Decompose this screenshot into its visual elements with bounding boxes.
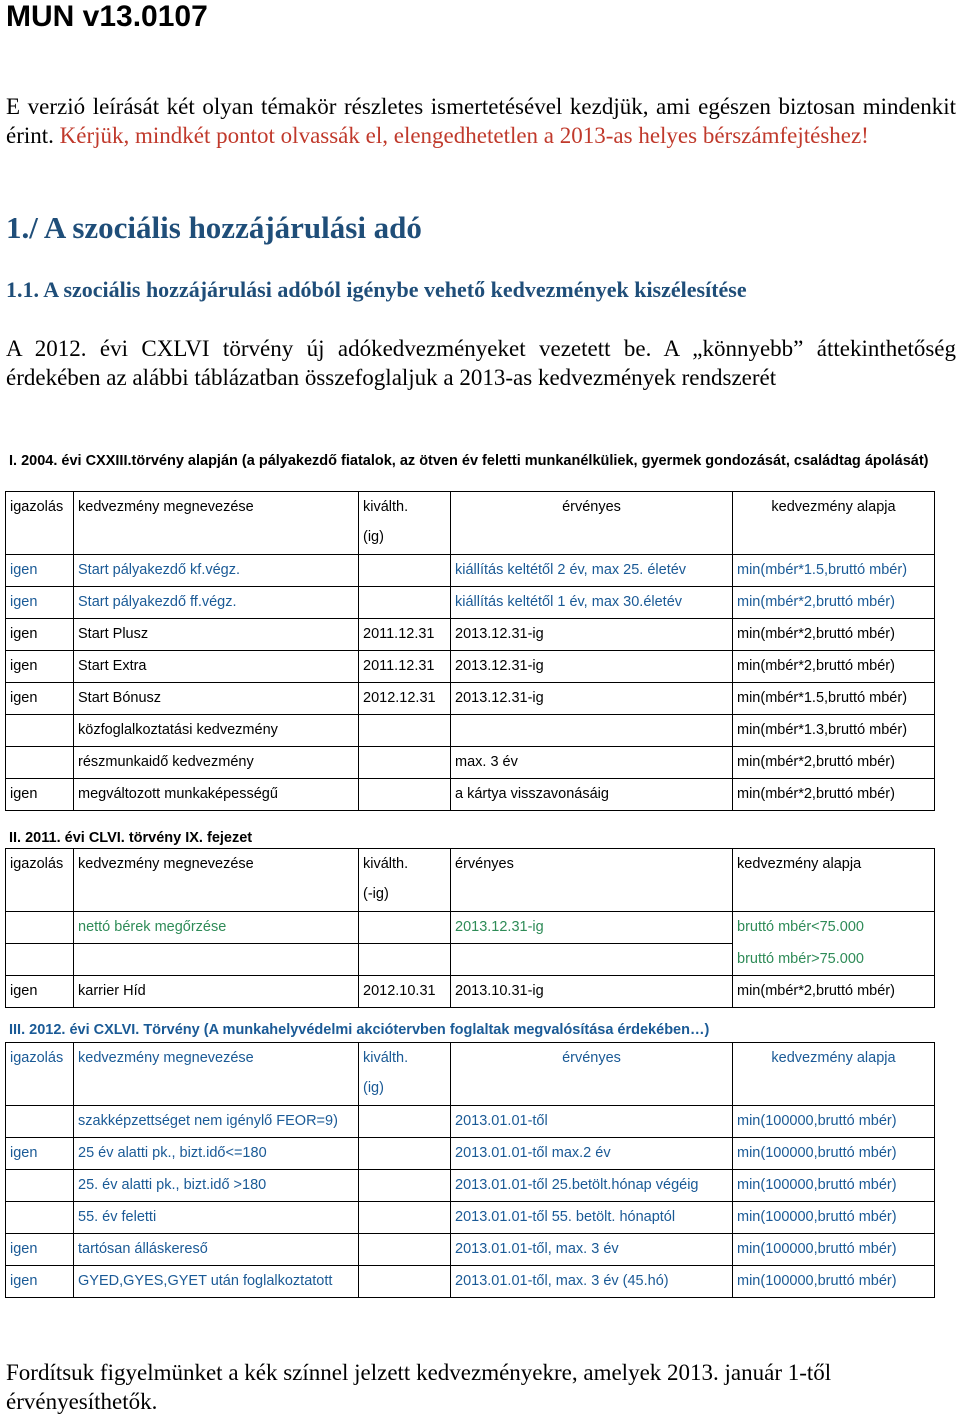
header-cell: igazolás: [6, 1043, 74, 1106]
table-header-row: [6, 492, 935, 555]
cell: 2012.10.31: [359, 976, 451, 1008]
header-cell: [359, 492, 451, 555]
cell: 2013.10.31-ig: [451, 976, 733, 1008]
cell: közfoglalkoztatási kedvezmény: [74, 715, 359, 747]
section2-title: II. 2011. évi CLVI. törvény IX. fejezet: [9, 830, 253, 846]
cell: kiállítás keltétől 1 év, max 30.életév: [451, 587, 733, 619]
cell: min(mbér*1.5,bruttó mbér): [733, 683, 935, 715]
cell: min(mbér*2,bruttó mbér): [733, 747, 935, 779]
cell: 2013.01.01-től 25.betölt.hónap végéig: [451, 1170, 733, 1202]
cell: [6, 1202, 74, 1234]
cell: [6, 715, 74, 747]
cell: 2013.01.01-től, max. 3 év (45.hó): [451, 1266, 733, 1298]
cell: [6, 912, 74, 944]
cell: [359, 715, 451, 747]
cell: tartósan álláskereső: [74, 1234, 359, 1266]
cell: min(mbér*1.5,bruttó mbér): [733, 555, 935, 587]
table-row: [6, 555, 935, 587]
table-row: [6, 1266, 935, 1298]
heading-social-tax: 1./ A szociális hozzájárulási adó: [6, 210, 422, 245]
table-row: [6, 779, 935, 811]
header-sub: (ig): [363, 529, 384, 545]
header-cell: igazolás: [6, 492, 74, 555]
header-cell: érvényes: [451, 849, 733, 912]
cell: megváltozott munkaképességű: [74, 779, 359, 811]
cell: min(100000,bruttó mbér): [733, 1234, 935, 1266]
table-header-row: [6, 849, 935, 912]
header-kivalth: kiválth.: [363, 499, 409, 515]
cell: igen: [6, 1266, 74, 1298]
cell: [359, 944, 451, 976]
cell: bruttó mbér>75.000: [733, 944, 935, 976]
header-kivalth: kiválth.: [363, 1050, 409, 1066]
cell: igen: [6, 651, 74, 683]
section1-table: [5, 491, 935, 811]
cell: igen: [6, 619, 74, 651]
cell: 2013.12.31-ig: [451, 651, 733, 683]
cell: 2011.12.31: [359, 619, 451, 651]
table-row: [6, 587, 935, 619]
cell: 2013.01.01-től 55. betölt. hónaptól: [451, 1202, 733, 1234]
description-paragraph: A 2012. évi CXLVI törvény új adókedvezményeket vezetett be. A „könnyebb” áttekinthetőség érdekében az alábbi táblázatban összefoglaljuk a 2013-as kedvezmények rendszerét: [6, 336, 956, 390]
header-cell: érvényes: [451, 492, 733, 555]
cell: [359, 1234, 451, 1266]
table-row: [6, 1138, 935, 1170]
cell: [359, 1170, 451, 1202]
cell: [359, 555, 451, 587]
cell: 2013.12.31-ig: [451, 683, 733, 715]
cell: min(mbér*2,bruttó mbér): [733, 779, 935, 811]
header-sub: (ig): [363, 1080, 384, 1096]
table-row: [6, 912, 935, 944]
cell: Start pályakezdő ff.végz.: [74, 587, 359, 619]
document-title: MUN v13.0107: [6, 0, 208, 33]
table-row: [6, 1170, 935, 1202]
cell: [359, 1138, 451, 1170]
intro-paragraph: [6, 92, 956, 150]
cell: min(mbér*1.3,bruttó mbér): [733, 715, 935, 747]
cell: min(100000,bruttó mbér): [733, 1202, 935, 1234]
cell: Start Plusz: [74, 619, 359, 651]
cell: Start Bónusz: [74, 683, 359, 715]
cell: [359, 747, 451, 779]
cell: min(mbér*2,bruttó mbér): [733, 619, 935, 651]
cell: [451, 944, 733, 976]
cell: karrier Híd: [74, 976, 359, 1008]
table-row: [6, 1202, 935, 1234]
cell: 25 év alatti pk., bizt.idő<=180: [74, 1138, 359, 1170]
cell: igen: [6, 683, 74, 715]
table-row: [6, 747, 935, 779]
cell: [359, 912, 451, 944]
table-row: [6, 1234, 935, 1266]
table-row: [6, 715, 935, 747]
table-row: [6, 619, 935, 651]
cell: [359, 587, 451, 619]
cell: [359, 1106, 451, 1138]
header-cell: igazolás: [6, 849, 74, 912]
cell: a kártya visszavonásáig: [451, 779, 733, 811]
table-row: [6, 1106, 935, 1138]
header-sub: (-ig): [363, 886, 389, 902]
cell: min(100000,bruttó mbér): [733, 1170, 935, 1202]
cell: [359, 779, 451, 811]
header-cell: kedvezmény megnevezése: [74, 492, 359, 555]
table-row: [6, 651, 935, 683]
cell: max. 3 év: [451, 747, 733, 779]
header-cell: kedvezmény megnevezése: [74, 849, 359, 912]
header-cell: kedvezmény alapja: [733, 492, 935, 555]
cell: min(mbér*2,bruttó mbér): [733, 651, 935, 683]
intro-text: E verzió leírását két olyan témakör részletes ismertetésével kezdjük, ami egészen biztosan mindenkit érint.: [6, 94, 956, 148]
table-row: [6, 944, 935, 976]
cell: 2012.12.31: [359, 683, 451, 715]
section1-title: I. 2004. évi CXXIII.törvény alapján (a pályakezdő fiatalok, az ötven év feletti munkanélküliek, gyermek gondozását, családtag ápolását): [9, 453, 929, 469]
cell: [359, 1202, 451, 1234]
cell: 55. év feletti: [74, 1202, 359, 1234]
header-cell: érvényes: [451, 1043, 733, 1106]
cell: igen: [6, 976, 74, 1008]
cell: 2013.01.01-től max.2 év: [451, 1138, 733, 1170]
table-row: [6, 683, 935, 715]
cell: nettó bérek megőrzése: [74, 912, 359, 944]
cell: igen: [6, 1234, 74, 1266]
section3-table: [5, 1042, 935, 1298]
cell: igen: [6, 779, 74, 811]
table-row: [6, 976, 935, 1008]
cell: 2013.01.01-től, max. 3 év: [451, 1234, 733, 1266]
cell: [359, 1266, 451, 1298]
cell: szakképzettséget nem igénylő FEOR=9): [74, 1106, 359, 1138]
cell: [451, 715, 733, 747]
footer-paragraph: Fordítsuk figyelmünket a kék színnel jelzett kedvezményekre, amelyek 2013. január 1-től érvényesíthetők.: [6, 1360, 832, 1414]
cell: [6, 747, 74, 779]
cell: [6, 1170, 74, 1202]
cell: igen: [6, 587, 74, 619]
cell: [74, 944, 359, 976]
intro-warning: Kérjük, mindkét pontot olvassák el, elengedhetetlen a 2013-as helyes bérszámfejtéshez!: [59, 123, 869, 148]
header-cell: kedvezmény megnevezése: [74, 1043, 359, 1106]
header-cell: [359, 1043, 451, 1106]
header-cell: kedvezmény alapja: [733, 1043, 935, 1106]
subheading-discounts: 1.1. A szociális hozzájárulási adóból igénybe vehető kedvezmények kiszélesítése: [6, 277, 747, 302]
cell: bruttó mbér<75.000: [733, 912, 935, 944]
cell: min(100000,bruttó mbér): [733, 1266, 935, 1298]
cell: 2011.12.31: [359, 651, 451, 683]
cell: [6, 1106, 74, 1138]
cell: [6, 944, 74, 976]
header-cell: [359, 849, 451, 912]
cell: részmunkaidő kedvezmény: [74, 747, 359, 779]
header-cell: kedvezmény alapja: [733, 849, 935, 912]
cell: Start Extra: [74, 651, 359, 683]
cell: min(100000,bruttó mbér): [733, 1106, 935, 1138]
cell: min(mbér*2,bruttó mbér): [733, 587, 935, 619]
cell: kiállítás keltétől 2 év, max 25. életév: [451, 555, 733, 587]
cell: min(100000,bruttó mbér): [733, 1138, 935, 1170]
section3-title: III. 2012. évi CXLVI. Törvény (A munkahelyvédelmi akciótervben foglaltak megvalósítása érdekében…): [9, 1022, 710, 1038]
cell: 25. év alatti pk., bizt.idő >180: [74, 1170, 359, 1202]
cell: GYED,GYES,GYET után foglalkoztatott: [74, 1266, 359, 1298]
cell: 2013.12.31-ig: [451, 619, 733, 651]
cell: 2013.01.01-től: [451, 1106, 733, 1138]
header-kivalth: kiválth.: [363, 856, 409, 872]
cell: igen: [6, 1138, 74, 1170]
cell: 2013.12.31-ig: [451, 912, 733, 944]
table-header-row: [6, 1043, 935, 1106]
cell: min(mbér*2,bruttó mbér): [733, 976, 935, 1008]
section2-table: [5, 848, 935, 1008]
cell: Start pályakezdő kf.végz.: [74, 555, 359, 587]
cell: igen: [6, 555, 74, 587]
